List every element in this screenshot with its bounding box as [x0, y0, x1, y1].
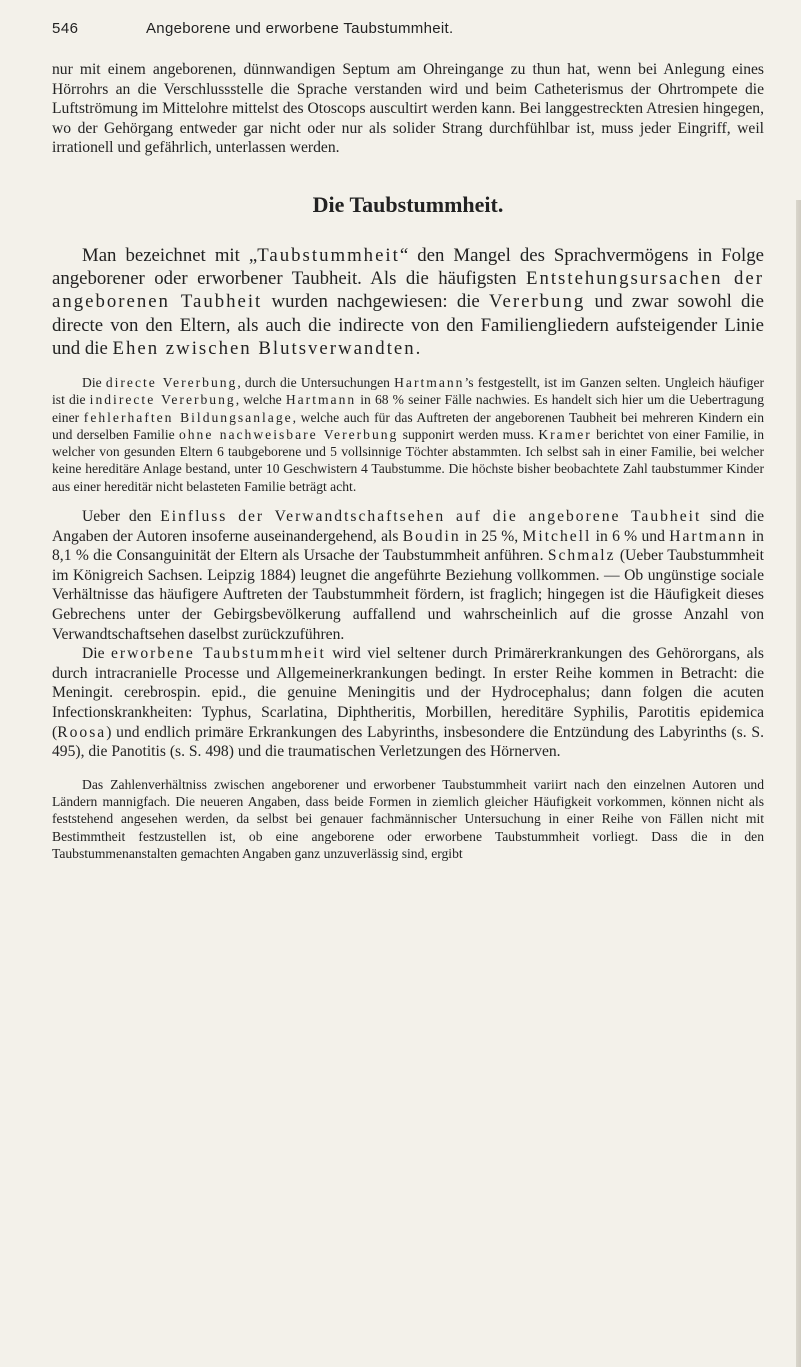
text-run: ’s festgestellt, ist im Ganzen selten. Ungleich häufiger ist die — [52, 374, 764, 408]
term-taubstummheit: Taubstummheit — [257, 244, 400, 266]
term-erworbene-taubstummheit: erworbene Taubstummheit — [111, 645, 326, 663]
paragraph-verwandtschaftsehen — [52, 507, 764, 644]
author-hartmann: Hartmann — [394, 374, 465, 390]
text-run: Man bezeichnet mit „ — [82, 244, 258, 266]
text-run: in 8,1 % die Consanguinität der Eltern als Ursache der Taubstummheit anführen. — [52, 527, 764, 565]
text-run: (Ueber Taubstummheit im Königreich Sachsen. Leipzig 1884) leugnet die angeführte Beziehung vollkommen. — Ob ungünstige sociale Verhältnisse das häufigere Auftreten der Taubstummheit fördern, ist fraglich; hingegen ist die Häufigkeit dieses Gebrechens unter der Gebirgsbevölkerung auffallend und wahrscheinlich auf die grosse Anzahl von Verwandtschaftsehen daselbst zurückzuführen. — [52, 547, 765, 643]
text-run: Ueber den — [82, 508, 161, 526]
paragraph-definition — [52, 244, 764, 360]
paragraph-atresia: nur mit einem angeborenen, dünnwandigen Septum am Ohreingange zu thun hat, wenn bei Anlegung eines Hörrohrs an die Verschlussstelle die Sprache verstanden wird und beim Catheterismus der Ohrtrompete die Luftströmung im Mittelohre mittelst des Otoscops auscultirt werden kann. Bei langgestreckten Atresien hingegen, wo der Gehörgang entweder gar nicht oder nur als solider Strang durchfühlbar ist, muss jeder Eingriff, weil irrationell und gefährlich, unterlassen werden. — [52, 61, 764, 157]
term-vererbung: Vererbung — [489, 291, 586, 313]
page-number: 546 — [52, 20, 79, 37]
text-run: sind die Angaben der Autoren insoferne auseinandergehend, als — [52, 508, 765, 545]
section-heading: Die Taubstummheit. — [312, 191, 504, 217]
running-title: Angeborene und erworbene Taubstummheit. — [146, 20, 454, 37]
paragraph-zahlenverhaeltniss: Das Zahlenverhältniss zwischen angeborener und erworbener Taubstummheit variirt nach den einzelnen Autoren und Ländern mannigfach. Die neueren Angaben, dass beide Formen in ziemlich gleicher Häufigkeit vorkommen, können nicht als feststehend angesehen werden, da selbst bei genauer fachmännischer Untersuchung in einer Reihe von Fällen nicht mit Bestimmtheit festzustellen ist, ob eine angeborene oder erworbene Taubstummheit vorliegt. Dass die in den Taubstummenanstalten gemachten Angaben ganz unzuverlässig sind, ergibt — [52, 776, 764, 861]
text-run: in 68 % seiner Fälle nachwies. Es handelt sich hier um die Uebertragung einer — [52, 392, 765, 425]
page-body — [52, 60, 764, 862]
text-run: ) und endlich primäre Erkrankungen des Labyrinths, insbesondere die Entzündung des Labyrinths (s. S. 495), die Panotitis (s. S. 498) und die traumatischen Verletzungen des Hörnerven. — [52, 723, 764, 761]
text-run: wurden nachgewiesen: die — [262, 291, 489, 313]
running-header — [52, 20, 764, 44]
term-indirecte-vererbung: indirecte Vererbung — [89, 392, 236, 408]
term-ohne-vererbung: ohne nachweisbare Vererbung — [178, 426, 399, 442]
text-run: “ den Mangel des Sprachvermögens in Folge angeborener oder erworbener Taubheit. Als die häufigsten — [52, 244, 764, 290]
author-kramer: Kramer — [538, 426, 592, 442]
text-run: Die — [82, 645, 111, 663]
text-run: berichtet von einer Familie, in welcher von gesunden Eltern 6 taubgeborene und 5 vollsinnige Töchter abstammten. Ich selbst sah in einer Familie, bei welcher keine hereditäre Anlage bestand, unter 10 Geschwistern 4 Taubstumme. Die höchste bisher beobachtete Zahl taubstummer Kinder aus einer hereditär nicht belasteten Familie beträgt acht. — [52, 426, 765, 494]
paragraph-erworbene — [52, 644, 764, 762]
paragraph-vererbung — [52, 374, 764, 495]
author-boudin: Boudin — [402, 527, 461, 545]
text-run: Die — [82, 374, 106, 390]
author-roosa: Roosa — [57, 723, 107, 741]
text-run: in 6 % und — [591, 527, 670, 545]
term-entstehungsursachen: Entstehungsursachen der angeborenen Taubheit — [52, 268, 764, 313]
text-run: , welche — [235, 392, 286, 408]
author-schmalz: Schmalz — [547, 547, 616, 565]
term-bildungsanlage: fehlerhaften Bildungsanlage — [83, 409, 293, 425]
text-run: und zwar sowohl die directe von den Eltern, als auch die indirecte von den Familiengliedern aufsteigender Linie und die — [52, 291, 764, 359]
text-run: . — [415, 337, 421, 359]
text-run: wird viel seltener durch Primärerkrankungen des Gehörorgans, als durch intracranielle Processe und Allgemeinerkrankungen bedingt. In erster Reihe kommen in Betracht: die Meningit. cerebrospin. epid., die genuine Meningitis und der Hydrocephalus; dann folgen die acuten Infectionskrankheiten: Typhus, Scarlatina, Diphtheritis, Morbillen, hereditäre Syphilis, Parotitis epidemica ( — [52, 645, 764, 741]
page-edge-shadow — [796, 200, 801, 1367]
author-mitchell: Mitchell — [522, 527, 592, 545]
text-run: in 25 %, — [460, 527, 523, 545]
term-blutsverwandten: Ehen zwischen Blutsverwandten — [112, 337, 416, 359]
term-directe-vererbung: directe Vererbung — [105, 374, 238, 390]
text-run: , welche auch für das Auftreten der angeborenen Taubheit bei mehreren Kindern ein und derselben Familie — [52, 409, 764, 442]
text-run: , durch die Untersuchungen — [237, 374, 395, 390]
text-run: supponirt werden muss. — [398, 426, 539, 442]
author-hartmann: Hartmann — [669, 527, 748, 545]
term-einfluss: Einfluss der Verwandtschaftsehen auf die angeborene Taubheit — [160, 508, 702, 526]
author-hartmann: Hartmann — [285, 392, 357, 408]
